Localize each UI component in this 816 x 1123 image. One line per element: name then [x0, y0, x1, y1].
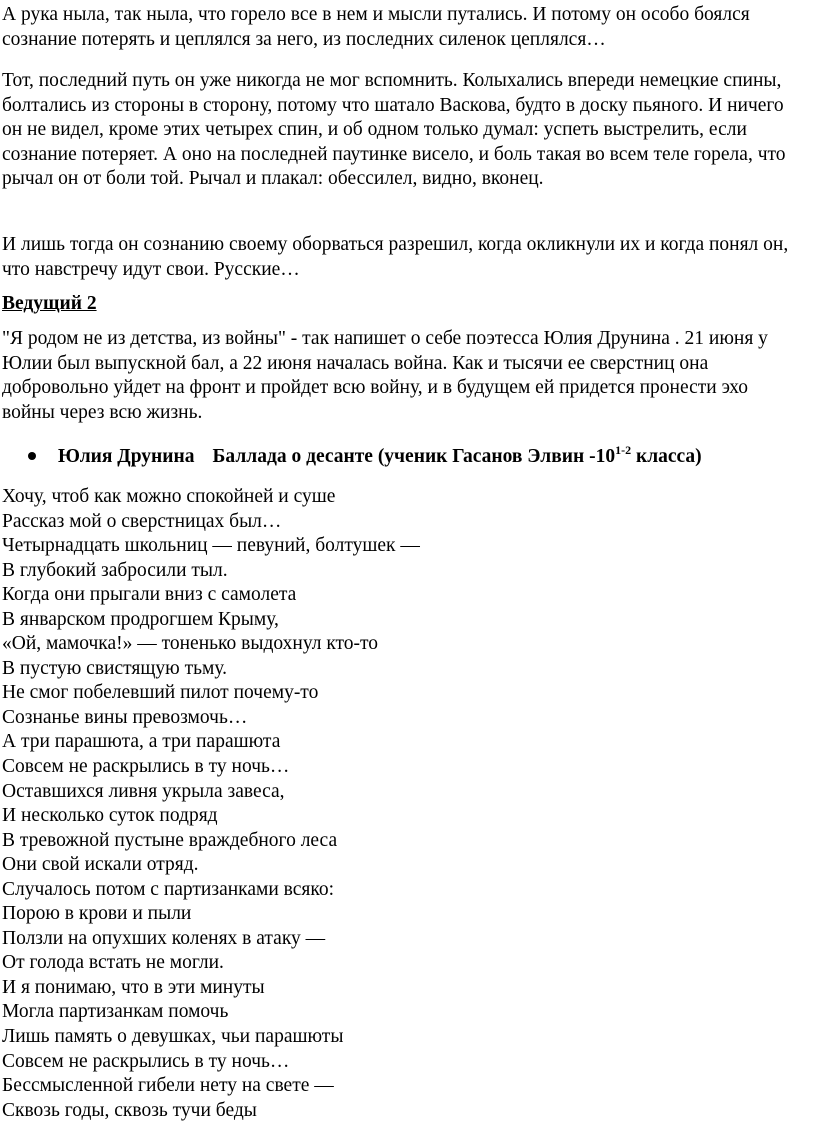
poem-line: В январском продрогшем Крыму, [2, 608, 279, 630]
poem-line: «Ой, мамочка!» — тоненько выдохнул кто-то [2, 633, 379, 655]
poem-line: И я понимаю, что в эти минуты [2, 976, 265, 998]
paragraph-arm-pain: А рука ныла, так ныла, что горело все в нем и мысли путались. И потому он особо боялся сознание потерять и цеплялся за него, из последних силенок цеплялся… [2, 4, 750, 50]
poem-line: Не смог побелевший пилот почему-то [2, 682, 319, 704]
poem-line: В глубокий забросили тыл. [2, 559, 228, 581]
poem-line: Лишь память о девушках, чьи парашюты [2, 1026, 344, 1048]
poem-line: Оставшихся ливня укрыла завеса, [2, 780, 285, 802]
poem-line: Они свой искали отряд. [2, 854, 199, 876]
bullet-author: Юлия Друнина [58, 446, 195, 467]
poem-line: Когда они прыгали вниз с самолета [2, 584, 297, 606]
poem-line: Четырнадцать школьниц — певуний, болтушек — [2, 535, 420, 557]
paragraph-russians: И лишь тогда он сознанию своему оборваться разрешил, когда окликнули их и когда понял он, что навстречу идут свои. Русские… [2, 234, 789, 280]
poem-line: Сознанье вины превозмочь… [2, 706, 248, 728]
poem-line: Сквозь годы, сквозь тучи беды [2, 1099, 257, 1121]
bullet-icon [28, 452, 36, 460]
bullet-grade-superscript: 1-2 [615, 442, 632, 457]
section-heading-host-2: Ведущий 2 [2, 293, 97, 314]
bullet-title: Баллада о десанте (ученик Гасанов Элвин -10 [212, 446, 616, 467]
poem-line: В тревожной пустыне враждебного леса [2, 829, 338, 851]
poem-line: Бессмысленной гибели нету на свете — [2, 1075, 334, 1097]
poem-line: И несколько суток подряд [2, 805, 218, 827]
poem-line: Рассказ мой о сверстницах был… [2, 510, 282, 532]
poem-line: В пустую свистящую тьму. [2, 657, 228, 679]
poem-ballad-of-paratroopers [2, 485, 420, 1123]
paragraph-last-path: Тот, последний путь он уже никогда не мог вспомнить. Колыхались впереди немецкие спины, болтались из стороны в сторону, потому что шатало Васкова, будто в доску пьяного. И ничего он не видел, кроме этих четырех спин, и об одном только думал: успеть выстрелить, если сознание потеряет. А оно на последней паутинке висело, и боль такая во всем теле горела, что рычал он от боли той. Рычал и плакал: обессилел, видно, вконец. [2, 70, 786, 189]
poem-line: Случалось потом с партизанками всяко: [2, 878, 335, 900]
bullet-title-end: класса) [631, 446, 702, 467]
bullet-item-ballad [28, 444, 702, 470]
poem-line: Хочу, чтоб как можно спокойней и суше [2, 486, 336, 507]
paragraph-drunina-intro: "Я родом не из детства, из войны" - так напишет о себе поэтесса Юлия Друнина . 21 июня у Юлии был выпускной бал, а 22 июня началась война. Как и тысячи ее сверстниц она добровольно уйдет на фронт и пройдет всю войну, и в будущем ей придется пронести эхо войны через всю жизнь. [2, 328, 768, 423]
poem-line: Порою в крови и пыли [2, 903, 192, 925]
poem-line: От голода встать не могли. [2, 952, 224, 974]
poem-line: Совсем не раскрылись в ту ночь… [2, 756, 290, 778]
poem-line: Могла партизанкам помочь [2, 1001, 229, 1023]
poem-line: Совсем не раскрылись в ту ночь… [2, 1050, 290, 1072]
poem-line: А три парашюта, а три парашюта [2, 731, 281, 753]
poem-line: Ползли на опухших коленях в атаку — [2, 927, 326, 949]
